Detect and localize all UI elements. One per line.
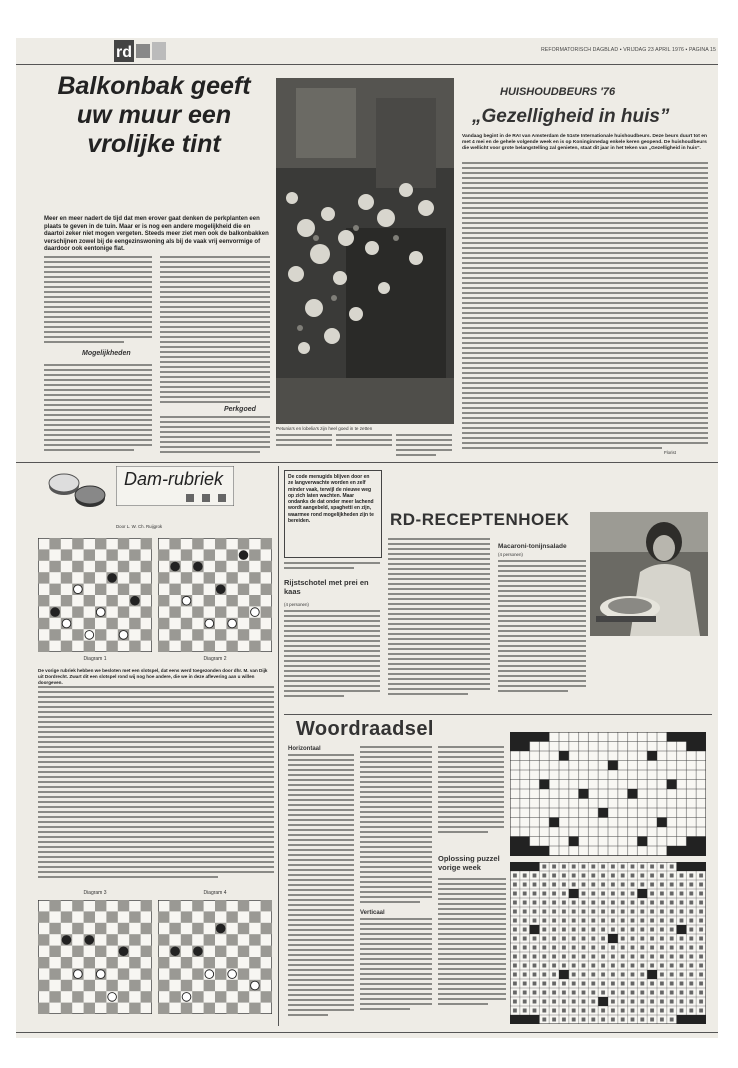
recipe-photo <box>590 512 708 636</box>
recipe2-persons: (4 personen) <box>498 552 523 557</box>
crossword-grid <box>510 732 706 856</box>
rd-logo <box>114 40 166 62</box>
woordraadsel-top-rule <box>284 714 712 715</box>
running-head: REFORMATORISCH DAGBLAD ▪ VRIJDAG 23 APRIL 1976 ▪ PAGINA 15 <box>540 47 716 53</box>
checkers-pieces-icon <box>46 472 110 514</box>
recipe1-body <box>284 610 380 710</box>
florist-byline: Florist <box>664 450 676 455</box>
recipe2-body <box>498 560 586 710</box>
subhead-perkgoed: Perkgoed <box>224 406 256 413</box>
recipe1-persons: (4 personen) <box>284 602 309 607</box>
dam-byline: Door L. W. Ch. Ruijgrok <box>116 524 163 529</box>
oplossing-text <box>438 878 506 1024</box>
balkon-photo <box>276 78 454 424</box>
huishoudbeurs-kicker: HUISHOUDBEURS '76 <box>500 86 616 98</box>
dam-body <box>38 686 274 888</box>
svg-text:rd: rd <box>116 44 132 61</box>
verticaal-label: Verticaal <box>360 910 385 916</box>
oplossing-title: Oplossing puzzel vorige week <box>438 854 500 872</box>
photo-caption: Petunia's en lobelia's zijn heel goed in te zetten <box>276 426 373 431</box>
recipe-column-2 <box>388 538 490 708</box>
footer-rule <box>16 1032 718 1033</box>
woordraadsel-title: Woordraadsel <box>296 718 434 740</box>
horizontaal-label: Horizontaal <box>288 746 321 752</box>
huishoudbeurs-title: „Gezelligheid in huis” <box>472 106 670 127</box>
page-header <box>16 38 718 64</box>
header-rule <box>16 64 718 65</box>
huishoudbeurs-body <box>462 162 708 458</box>
balkon-body-text <box>44 256 270 456</box>
diagram-1-caption: Diagram 1 <box>83 656 107 662</box>
dam-intro: De vorige rubriek hebben we besloten met een slotspel, dat eens werd toegezonden door dhr. M. van Dijk uit Dordrecht. Zwart dit een slotspel rond wij nog hoe andere, die we in deze aflevering aan u willen doorgeven. <box>38 668 268 685</box>
huishoudbeurs-intro: Vandaag begint in de RAI van Amsterdam de 51ste Internationale huishoudbeurs. Deze beurs duurt tot en met 4 mei en de gehele volgende week en is op Koninginnedag enkele keren geopend. De huishoudbeurs die wellicht voor grote belangstelling zal genieten, staat dit jaar in het teken van „Gezelligheid in huis”. <box>462 134 707 152</box>
dam-board-2 <box>158 538 272 652</box>
recepten-title: RD-RECEPTENHOEK <box>390 510 570 529</box>
dam-board-4 <box>158 900 272 1014</box>
photo-caption-text <box>276 434 454 460</box>
solution-grid <box>510 862 706 1024</box>
recipe1-title: Rijstschotel met prei en kaas <box>284 578 369 596</box>
diagram-3-caption: Diagram 3 <box>83 890 107 896</box>
clues-column-1 <box>288 754 354 1024</box>
clues-column-3 <box>438 746 504 846</box>
recepten-notice: De code menugids blijven door en ze langverwachte worden en zelf minder vaak, terwijl de nieuwe weg op zich laten wachten. Maar ondanks de dat onder meer lachend wordt aangebeld, spaghetti en zijn, waarmee rond mogelijkheden zijn te bereiden. <box>288 474 374 525</box>
diagram-4-caption: Diagram 4 <box>203 890 227 896</box>
recepten-notice-tail <box>284 562 380 576</box>
diagram-2-caption: Diagram 2 <box>203 656 227 662</box>
recipe2-title: Macaroni-tonijnsalade <box>498 543 567 550</box>
subhead-mogelijkheden: Mogelijkheden <box>82 350 131 357</box>
newspaper-page <box>16 38 718 1038</box>
dam-rubriek-title: Dam-rubriek <box>124 469 224 489</box>
column-rule <box>278 466 279 1026</box>
clues-column-2 <box>360 746 432 1024</box>
balkon-lead: Meer en meer nadert de tijd dat men erover gaat denken de perkplanten een plaats te geven in de tuin. Maar er is nog een andere mogelijkheid die en daartoi zeker niet mogen vergeten. Steeds meer ziet men ook de balkonbakken verschijnen zowel bij de eengezinswoning als bij de vaak vrij eenvormige of daardoor ook eentonige flat. <box>44 216 269 253</box>
balkon-headline: Balkonbak geeft uw muur een vrolijke tint <box>57 72 251 158</box>
section-rule <box>16 462 718 463</box>
dam-board-3 <box>38 900 152 1014</box>
dam-board-1 <box>38 538 152 652</box>
